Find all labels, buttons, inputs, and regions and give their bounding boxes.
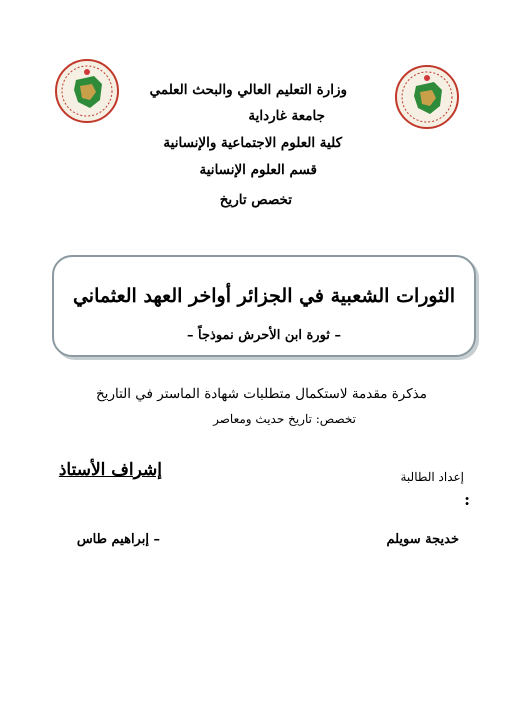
specialty-name: تخصص تاريخ [219,192,292,208]
supervisor-name: – إبراهيم طاس [76,532,160,547]
department-name: قسم العلوم الإنسانية [199,162,317,178]
prepared-by-label: إعداد الطالبة [400,470,464,484]
algeria-map-logo-right [394,64,460,130]
title-box [52,255,476,357]
algeria-map-logo-left [54,58,120,124]
thesis-specialization: تخصص: تاريخ حديث ومعاصر [213,412,356,426]
thesis-purpose: مذكرة مقدمة لاستكمال متطلبات شهادة الماستر في التاريخ [95,386,427,402]
supervisor-label: إشراف الأستاذ [58,460,162,480]
faculty-name: كلية العلوم الاجتماعية والإنسانية [163,135,342,151]
ministry-name: وزارة التعليم العالي والبحث العلمي [149,82,347,98]
prepared-by-colon: : [464,490,470,509]
thesis-title: الثورات الشعبية في الجزائر أواخر العهد العثماني [72,285,456,307]
university-name: جامعة غارداية [248,108,325,124]
student-name: خديجة سويلم [386,532,459,547]
thesis-subtitle: – ثورة ابن الأحرش نموذجاً – [187,328,341,343]
